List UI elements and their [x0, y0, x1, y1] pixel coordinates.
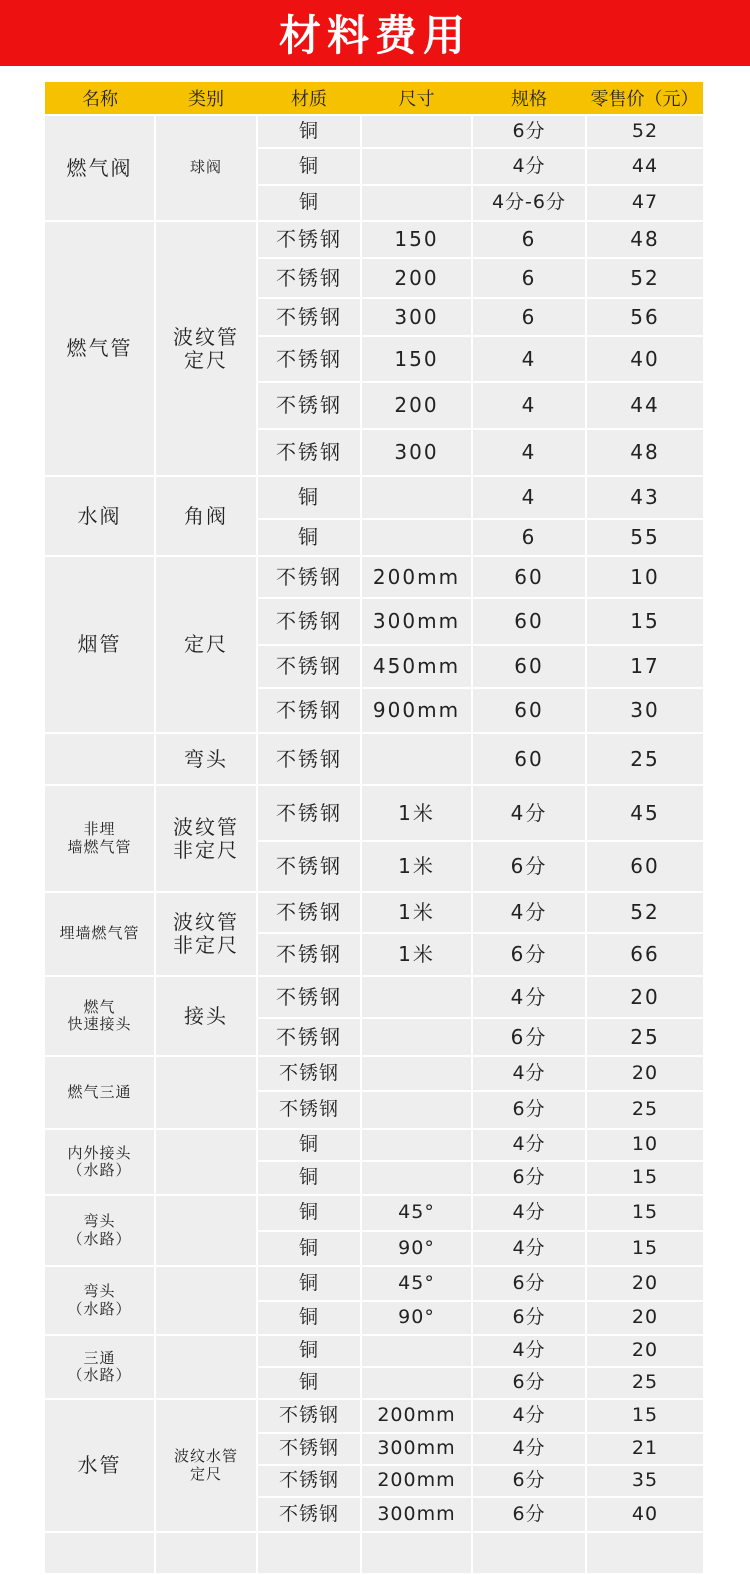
header-name: 名称: [45, 82, 155, 115]
price-cell: 52: [586, 115, 703, 148]
category-cell: 波纹管 非定尺: [155, 785, 257, 892]
size-cell: 300: [361, 429, 472, 476]
size-cell: [361, 1018, 472, 1056]
table-row: [45, 1335, 703, 1367]
size-cell: [361, 1367, 472, 1399]
size-cell: 90°: [361, 1231, 472, 1266]
size-cell: [361, 1091, 472, 1129]
size-cell: 150: [361, 221, 472, 258]
size-cell: 450mm: [361, 645, 472, 688]
spec-cell: 4分: [472, 1056, 586, 1091]
price-cell: 17: [586, 645, 703, 688]
price-cell: 10: [586, 1129, 703, 1161]
material-cell: 不锈钢: [257, 1091, 361, 1129]
item-name-cell: 燃气阀: [45, 115, 155, 221]
price-cell: 47: [586, 185, 703, 221]
price-cell: 30: [586, 688, 703, 733]
price-table: [45, 82, 703, 1575]
spec-cell: 4分: [472, 785, 586, 841]
spec-cell: 60: [472, 733, 586, 785]
spec-cell: 4: [472, 429, 586, 476]
material-cell: 铜: [257, 1266, 361, 1301]
spec-cell: 4分: [472, 148, 586, 185]
size-cell: 200: [361, 258, 472, 298]
spec-cell: 6分: [472, 1497, 586, 1532]
price-cell: 15: [586, 598, 703, 645]
price-cell: 20: [586, 976, 703, 1018]
spec-cell: 4分: [472, 1231, 586, 1266]
price-cell: 15: [586, 1161, 703, 1195]
material-cell: 铜: [257, 115, 361, 148]
table-row: [45, 115, 703, 148]
header-spec: 规格: [472, 82, 586, 115]
table-row: [45, 785, 703, 841]
header-price: 零售价（元）: [586, 82, 703, 115]
size-cell: 900mm: [361, 688, 472, 733]
size-cell: [361, 1129, 472, 1161]
price-cell: 48: [586, 221, 703, 258]
item-name-cell: 燃气管: [45, 221, 155, 476]
price-cell: 44: [586, 148, 703, 185]
spec-cell: 6分: [472, 1091, 586, 1129]
empty-row: [45, 1532, 703, 1574]
material-cell: 铜: [257, 148, 361, 185]
empty-cell: [472, 1532, 586, 1574]
price-cell: 25: [586, 1018, 703, 1056]
spec-cell: 4: [472, 476, 586, 519]
spec-cell: 6分: [472, 1367, 586, 1399]
size-cell: [361, 733, 472, 785]
material-cell: 不锈钢: [257, 892, 361, 933]
material-cell: 铜: [257, 185, 361, 221]
category-cell: [155, 1266, 257, 1335]
price-cell: 25: [586, 733, 703, 785]
spec-cell: 6分: [472, 1465, 586, 1497]
category-cell: [155, 1129, 257, 1195]
material-cell: 不锈钢: [257, 1497, 361, 1532]
size-cell: [361, 519, 472, 556]
spec-cell: 6: [472, 258, 586, 298]
material-cell: 不锈钢: [257, 556, 361, 598]
item-name-cell: 弯头 （水路）: [45, 1195, 155, 1266]
material-cell: 铜: [257, 1161, 361, 1195]
price-cell: 43: [586, 476, 703, 519]
spec-cell: 60: [472, 645, 586, 688]
material-cell: 铜: [257, 1301, 361, 1335]
material-cell: 铜: [257, 1129, 361, 1161]
category-cell: 球阀: [155, 115, 257, 221]
table-row: [45, 976, 703, 1018]
table-row: [45, 733, 703, 785]
price-cell: 40: [586, 1497, 703, 1532]
category-cell: [155, 1335, 257, 1399]
price-cell: 52: [586, 892, 703, 933]
price-cell: 20: [586, 1335, 703, 1367]
size-cell: 45°: [361, 1195, 472, 1231]
material-cell: 铜: [257, 1231, 361, 1266]
item-name-cell: 弯头 （水路）: [45, 1266, 155, 1335]
item-name-cell: 内外接头 （水路）: [45, 1129, 155, 1195]
spec-cell: 6: [472, 221, 586, 258]
spec-cell: 4: [472, 336, 586, 382]
price-cell: 45: [586, 785, 703, 841]
material-cell: 不锈钢: [257, 258, 361, 298]
page-title: 材料费用: [278, 11, 471, 60]
spec-cell: 60: [472, 688, 586, 733]
spec-cell: 6: [472, 298, 586, 336]
table-row: [45, 476, 703, 519]
price-cell: 48: [586, 429, 703, 476]
spec-cell: 60: [472, 598, 586, 645]
category-cell: 接头: [155, 976, 257, 1056]
size-cell: [361, 185, 472, 221]
category-cell: 波纹管 定尺: [155, 221, 257, 476]
material-cell: 铜: [257, 1367, 361, 1399]
table-row: [45, 556, 703, 598]
spec-cell: 6分: [472, 933, 586, 976]
spec-cell: 4分: [472, 1195, 586, 1231]
material-cell: 不锈钢: [257, 598, 361, 645]
item-name-cell: 燃气 快速接头: [45, 976, 155, 1056]
price-cell: 15: [586, 1195, 703, 1231]
price-cell: 52: [586, 258, 703, 298]
spec-cell: 4分: [472, 1335, 586, 1367]
item-name-cell: 水管: [45, 1399, 155, 1532]
price-cell: 44: [586, 382, 703, 429]
material-cell: 不锈钢: [257, 733, 361, 785]
size-cell: 300mm: [361, 1497, 472, 1532]
spec-cell: 4分: [472, 1433, 586, 1465]
size-cell: 200mm: [361, 556, 472, 598]
empty-cell: [45, 1532, 155, 1574]
item-name-cell: 燃气三通: [45, 1056, 155, 1129]
header-row: [45, 82, 703, 115]
spec-cell: 4分-6分: [472, 185, 586, 221]
category-cell: 波纹管 非定尺: [155, 892, 257, 976]
item-name-cell: 三通 （水路）: [45, 1335, 155, 1399]
header-size: 尺寸: [361, 82, 472, 115]
price-cell: 20: [586, 1266, 703, 1301]
size-cell: [361, 1161, 472, 1195]
item-name-cell: 埋墙燃气管: [45, 892, 155, 976]
material-cell: 铜: [257, 1195, 361, 1231]
price-cell: 10: [586, 556, 703, 598]
material-cell: 不锈钢: [257, 382, 361, 429]
size-cell: 1米: [361, 933, 472, 976]
price-cell: 15: [586, 1399, 703, 1433]
material-cell: 不锈钢: [257, 1056, 361, 1091]
header-category: 类别: [155, 82, 257, 115]
material-cell: 不锈钢: [257, 1433, 361, 1465]
size-cell: [361, 1335, 472, 1367]
material-cell: 不锈钢: [257, 1399, 361, 1433]
empty-cell: [361, 1532, 472, 1574]
table-row: [45, 1399, 703, 1433]
table-body: [45, 115, 703, 1574]
category-cell: 定尺: [155, 556, 257, 733]
material-cell: 不锈钢: [257, 976, 361, 1018]
price-cell: 25: [586, 1091, 703, 1129]
item-name-cell: 水阀: [45, 476, 155, 556]
material-cell: 不锈钢: [257, 645, 361, 688]
category-cell: 弯头: [155, 733, 257, 785]
spec-cell: 4分: [472, 976, 586, 1018]
price-cell: 15: [586, 1231, 703, 1266]
spec-cell: 6分: [472, 1266, 586, 1301]
price-cell: 20: [586, 1056, 703, 1091]
size-cell: 300mm: [361, 598, 472, 645]
category-cell: 角阀: [155, 476, 257, 556]
price-cell: 21: [586, 1433, 703, 1465]
size-cell: [361, 476, 472, 519]
table-row: [45, 1195, 703, 1231]
price-cell: 20: [586, 1301, 703, 1335]
empty-cell: [257, 1532, 361, 1574]
spec-cell: 4分: [472, 1399, 586, 1433]
item-name-cell: [45, 733, 155, 785]
material-cell: 不锈钢: [257, 785, 361, 841]
header-material: 材质: [257, 82, 361, 115]
material-cell: 不锈钢: [257, 336, 361, 382]
price-cell: 25: [586, 1367, 703, 1399]
size-cell: 200: [361, 382, 472, 429]
material-cell: 不锈钢: [257, 221, 361, 258]
item-name-cell: 非埋 墙燃气管: [45, 785, 155, 892]
size-cell: 300: [361, 298, 472, 336]
size-cell: 90°: [361, 1301, 472, 1335]
category-cell: 波纹水管 定尺: [155, 1399, 257, 1532]
size-cell: 1米: [361, 892, 472, 933]
table-row: [45, 1129, 703, 1161]
material-cell: 铜: [257, 476, 361, 519]
price-cell: 40: [586, 336, 703, 382]
table-row: [45, 1266, 703, 1301]
spec-cell: 6分: [472, 1161, 586, 1195]
size-cell: 45°: [361, 1266, 472, 1301]
material-cell: 不锈钢: [257, 688, 361, 733]
size-cell: 1米: [361, 841, 472, 892]
price-cell: 60: [586, 841, 703, 892]
empty-cell: [155, 1532, 257, 1574]
price-cell: 55: [586, 519, 703, 556]
price-cell: 56: [586, 298, 703, 336]
size-cell: [361, 976, 472, 1018]
category-cell: [155, 1056, 257, 1129]
table-row: [45, 892, 703, 933]
item-name-cell: 烟管: [45, 556, 155, 733]
size-cell: [361, 1056, 472, 1091]
price-cell: 35: [586, 1465, 703, 1497]
size-cell: 150: [361, 336, 472, 382]
material-cell: 不锈钢: [257, 933, 361, 976]
spec-cell: 6: [472, 519, 586, 556]
material-cell: 不锈钢: [257, 429, 361, 476]
size-cell: 200mm: [361, 1399, 472, 1433]
size-cell: [361, 115, 472, 148]
spec-cell: 4分: [472, 892, 586, 933]
spec-cell: 4分: [472, 1129, 586, 1161]
category-cell: [155, 1195, 257, 1266]
spec-cell: 60: [472, 556, 586, 598]
spec-cell: 6分: [472, 115, 586, 148]
material-cell: 不锈钢: [257, 1465, 361, 1497]
size-cell: 200mm: [361, 1465, 472, 1497]
price-cell: 66: [586, 933, 703, 976]
spec-cell: 4: [472, 382, 586, 429]
material-cell: 铜: [257, 519, 361, 556]
table-row: [45, 221, 703, 258]
spec-cell: 6分: [472, 1018, 586, 1056]
spec-cell: 6分: [472, 841, 586, 892]
size-cell: 300mm: [361, 1433, 472, 1465]
material-cell: 不锈钢: [257, 1018, 361, 1056]
material-cell: 不锈钢: [257, 298, 361, 336]
size-cell: 1米: [361, 785, 472, 841]
empty-cell: [586, 1532, 703, 1574]
spec-cell: 6分: [472, 1301, 586, 1335]
material-cell: 铜: [257, 1335, 361, 1367]
size-cell: [361, 148, 472, 185]
table-row: [45, 1056, 703, 1091]
material-cell: 不锈钢: [257, 841, 361, 892]
title-banner: [0, 0, 750, 66]
